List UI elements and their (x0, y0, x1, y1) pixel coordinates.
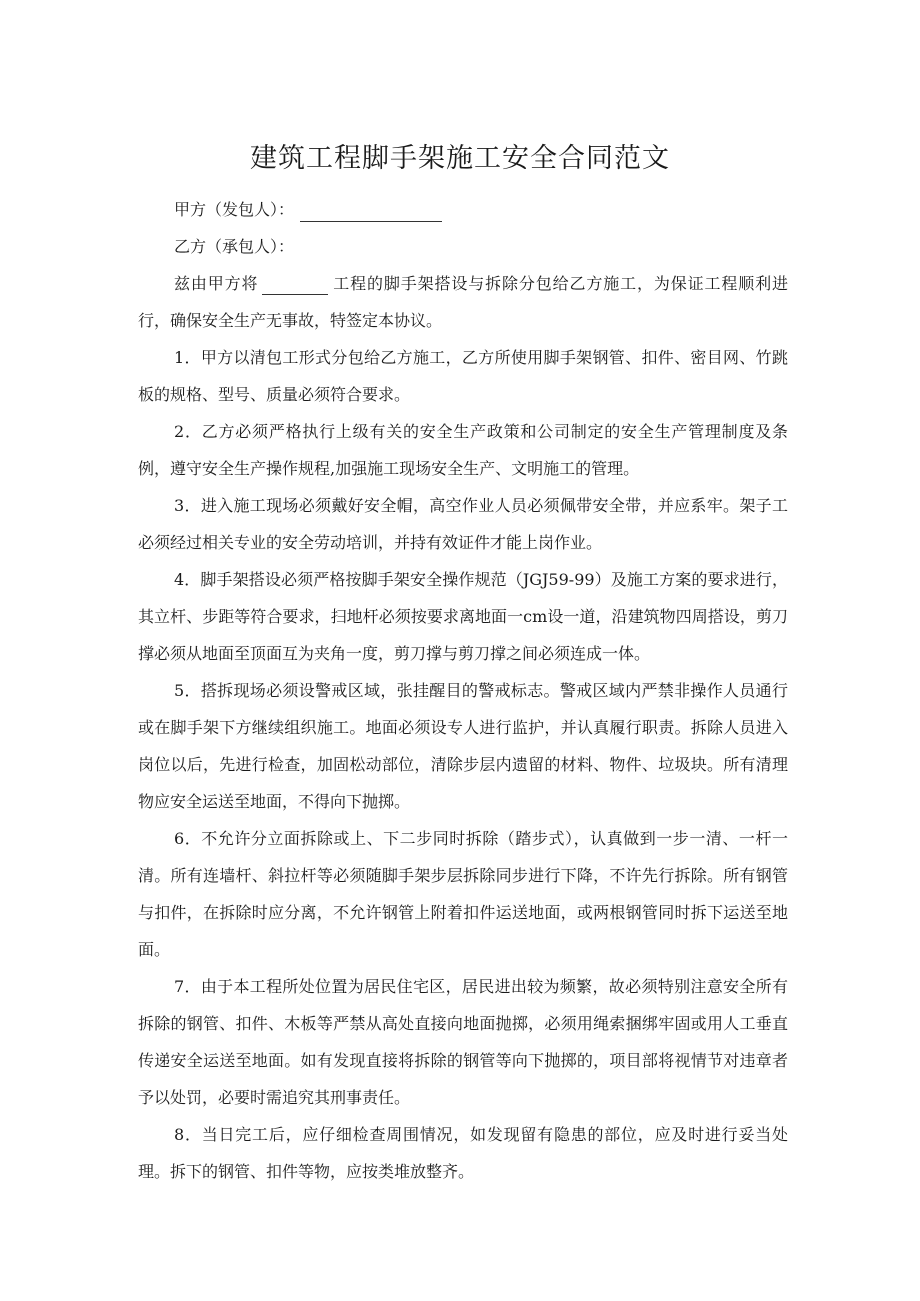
document-title: 建筑工程脚手架施工安全合同范文 (250, 143, 670, 174)
clause-7: 7．由于本工程所处位置为居民住宅区，居民进出较为频繁，故必须特别注意安全所有拆除的钢管、扣件、木板等严禁从高处直接向地面抛掷，必须用绳索捆绑牢固或用人工垂直传递安全运送至地面。如有发现直接将拆除的钢管等向下抛掷的，项目部将视情节对违章者予以处罚，必要时需追究其刑事责任。 (138, 977, 788, 1107)
clause-3: 3．进入施工现场必须戴好安全帽，高空作业人员必须佩带安全带，并应系牢。架子工必须经过相关专业的安全劳动培训，并持有效证件才能上岗作业。 (138, 496, 788, 552)
clause-2: 2．乙方必须严格执行上级有关的安全生产政策和公司制定的安全生产管理制度及条例，遵守安全生产操作规程,加强施工现场安全生产、文明施工的管理。 (138, 422, 788, 478)
project-name-blank (262, 274, 328, 295)
clause-1: 1．甲方以清包工形式分包给乙方施工，乙方所使用脚手架钢管、扣件、密目网、竹跳板的规格、型号、质量必须符合要求。 (138, 348, 788, 404)
clause-6: 6．不允许分立面拆除或上、下二步同时拆除（踏步式），认真做到一步一清、一杆一清。所有连墙杆、斜拉杆等必须随脚手架步层拆除同步进行下降，不许先行拆除。所有钢管与扣件，在拆除时应分离，不允许钢管上附着扣件运送地面，或两根钢管同时拆下运送至地面。 (138, 829, 788, 959)
party-a-line (174, 191, 788, 228)
clause-5: 5．搭拆现场必须设警戒区域，张挂醒目的警戒标志。警戒区域内严禁非操作人员通行或在脚手架下方继续组织施工。地面必须设专人进行监护，并认真履行职责。拆除人员进入岗位以后，先进行检查，加固松动部位，清除步层内遗留的材料、物件、垃圾块。所有清理物应安全运送至地面，不得向下抛掷。 (138, 681, 788, 811)
intro-suffix: 工程的脚手架搭设与拆除分包给乙方施工，为保证工程顺利进行，确保安全生产无事故，特签定本协议。 (138, 274, 788, 330)
clause-8: 8．当日完工后，应仔细检查周围情况，如发现留有隐患的部位，应及时进行妥当处理。拆下的钢管、扣件等物，应按类堆放整齐。 (138, 1125, 788, 1181)
party-b-label: 乙方（承包人）： (174, 237, 295, 256)
party-b-line (174, 228, 788, 265)
document-body (138, 191, 788, 1190)
intro-prefix: 兹由甲方将 (174, 274, 259, 293)
intro-paragraph (138, 265, 788, 339)
party-a-label: 甲方（发包人）： (174, 200, 295, 219)
clause-4: 4．脚手架搭设必须严格按脚手架安全操作规范（JGJ59-99）及施工方案的要求进行，其立杆、步距等符合要求，扫地杆必须按要求离地面一cm设一道，沿建筑物四周搭设，剪刀撑必须从地面至顶面互为夹角一度，剪刀撑与剪刀撑之间必须连成一体。 (138, 570, 788, 663)
party-a-blank (300, 199, 442, 222)
